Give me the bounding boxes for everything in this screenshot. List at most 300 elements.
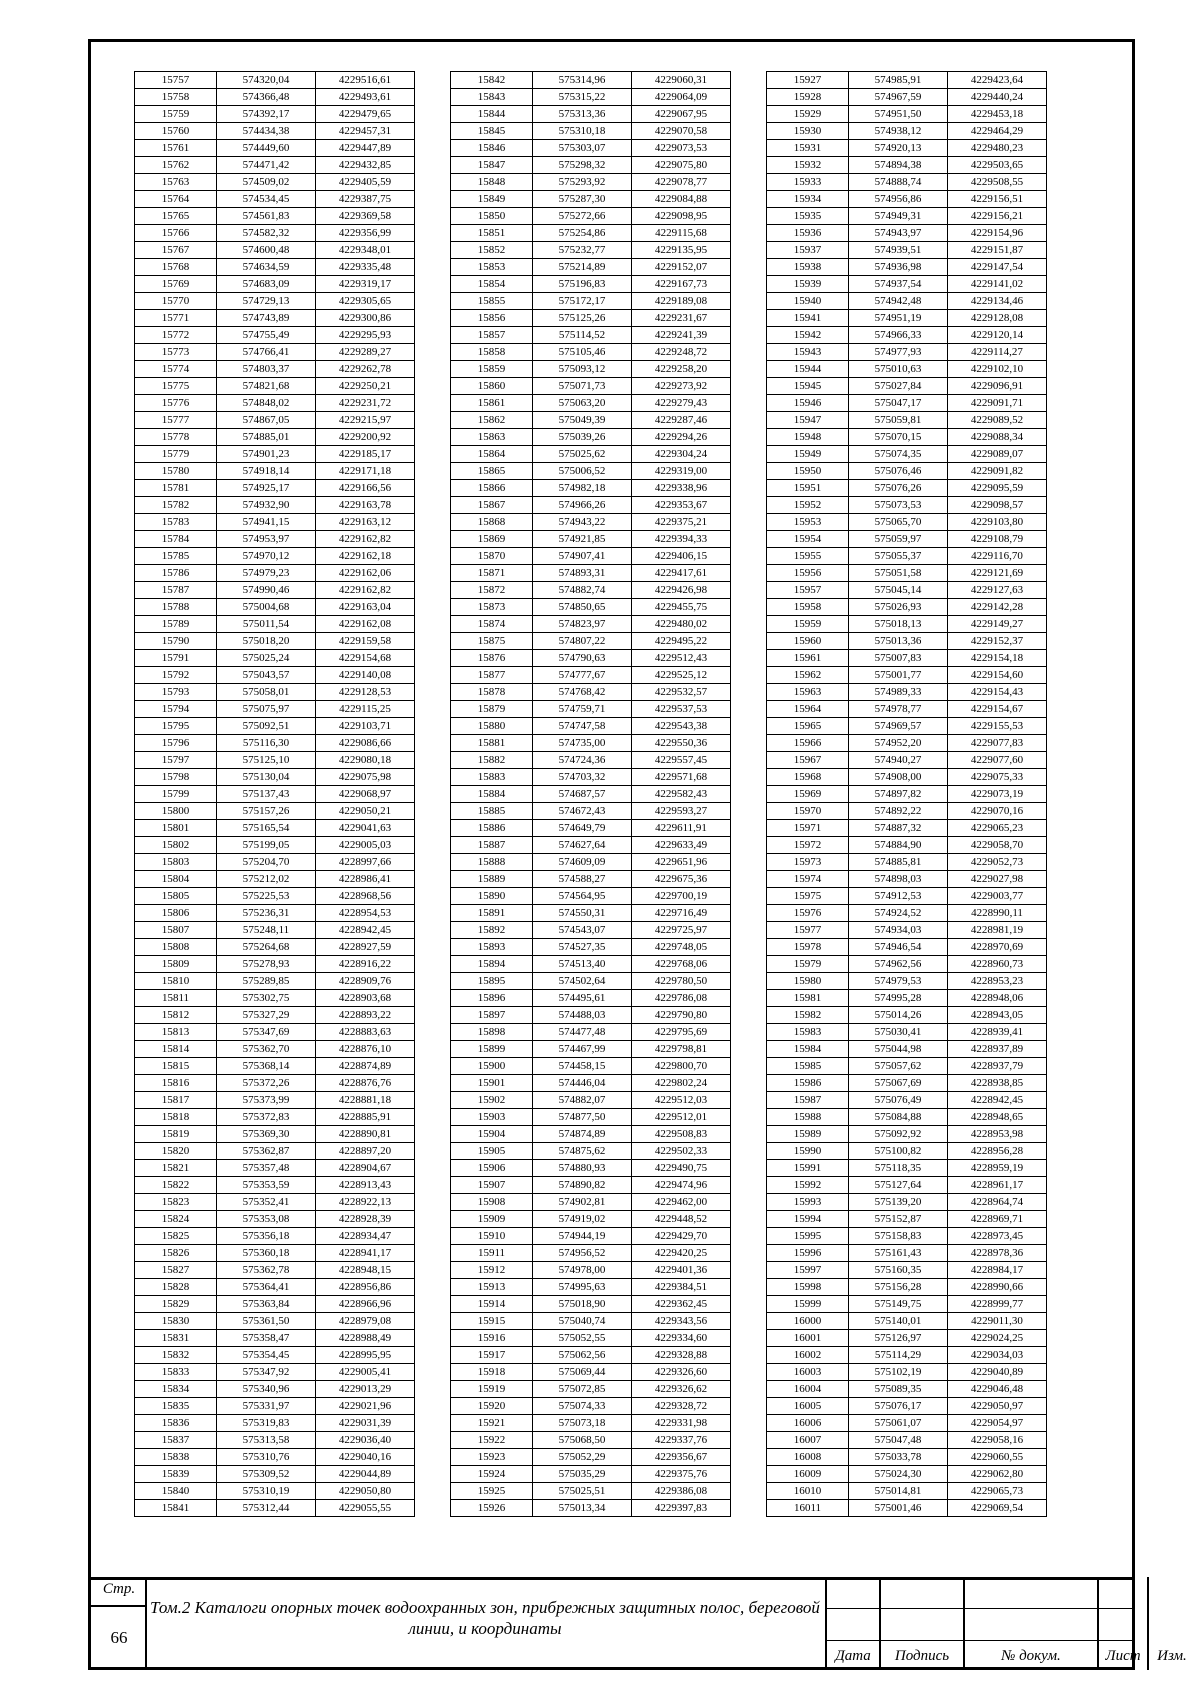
y-coordinate-cell: 4228997,66 [316, 854, 415, 871]
x-coordinate-cell: 574918,14 [217, 463, 316, 480]
x-coordinate-cell: 575001,46 [849, 1500, 948, 1517]
y-coordinate-cell: 4229046,48 [948, 1381, 1047, 1398]
y-coordinate-cell: 4229611,91 [632, 820, 731, 837]
point-number-cell: 15930 [767, 123, 849, 140]
y-coordinate-cell: 4229397,83 [632, 1500, 731, 1517]
point-number-cell: 15940 [767, 293, 849, 310]
table-row [767, 718, 1047, 735]
table-row [767, 89, 1047, 106]
table-row [451, 174, 731, 191]
point-number-cell: 15966 [767, 735, 849, 752]
point-number-cell: 15839 [135, 1466, 217, 1483]
table-row [767, 650, 1047, 667]
table-row [767, 1058, 1047, 1075]
y-coordinate-cell: 4228942,45 [316, 922, 415, 939]
point-number-cell: 15933 [767, 174, 849, 191]
table-row [451, 565, 731, 582]
x-coordinate-cell: 575315,22 [533, 89, 632, 106]
table-row [767, 1024, 1047, 1041]
table-row [135, 871, 415, 888]
table-row [767, 769, 1047, 786]
point-number-cell: 15876 [451, 650, 533, 667]
y-coordinate-cell: 4229162,82 [316, 531, 415, 548]
y-coordinate-cell: 4229065,73 [948, 1483, 1047, 1500]
x-coordinate-cell: 575018,13 [849, 616, 948, 633]
x-coordinate-cell: 575340,96 [217, 1381, 316, 1398]
table-row [135, 1296, 415, 1313]
table-row [135, 565, 415, 582]
x-coordinate-cell: 574901,23 [217, 446, 316, 463]
page-cell-divider [88, 1605, 146, 1607]
point-number-cell: 15819 [135, 1126, 217, 1143]
table-row [451, 429, 731, 446]
point-number-cell: 15836 [135, 1415, 217, 1432]
point-number-cell: 15890 [451, 888, 533, 905]
point-number-cell: 15889 [451, 871, 533, 888]
point-number-cell: 15828 [135, 1279, 217, 1296]
x-coordinate-cell: 575314,96 [533, 72, 632, 89]
y-coordinate-cell: 4229075,80 [632, 157, 731, 174]
y-coordinate-cell: 4229800,70 [632, 1058, 731, 1075]
table-row [767, 871, 1047, 888]
point-number-cell: 15847 [451, 157, 533, 174]
table-row [451, 480, 731, 497]
x-coordinate-cell: 575362,87 [217, 1143, 316, 1160]
y-coordinate-cell: 4229155,53 [948, 718, 1047, 735]
point-number-cell: 15880 [451, 718, 533, 735]
x-coordinate-cell: 575076,17 [849, 1398, 948, 1415]
y-coordinate-cell: 4229490,75 [632, 1160, 731, 1177]
x-coordinate-cell: 575347,92 [217, 1364, 316, 1381]
x-coordinate-cell: 574884,90 [849, 837, 948, 854]
table-row [451, 650, 731, 667]
point-number-cell: 15840 [135, 1483, 217, 1500]
x-coordinate-cell: 575102,19 [849, 1364, 948, 1381]
point-number-cell: 15783 [135, 514, 217, 531]
y-coordinate-cell: 4228953,23 [948, 973, 1047, 990]
table-row [135, 174, 415, 191]
table-row [135, 803, 415, 820]
y-coordinate-cell: 4228913,43 [316, 1177, 415, 1194]
table-row [451, 1500, 731, 1517]
point-number-cell: 15945 [767, 378, 849, 395]
table-row [451, 667, 731, 684]
point-number-cell: 15950 [767, 463, 849, 480]
table-row [451, 1109, 731, 1126]
point-number-cell: 15929 [767, 106, 849, 123]
y-coordinate-cell: 4229337,76 [632, 1432, 731, 1449]
x-coordinate-cell: 575327,29 [217, 1007, 316, 1024]
point-number-cell: 15877 [451, 667, 533, 684]
table-row [135, 327, 415, 344]
y-coordinate-cell: 4229077,83 [948, 735, 1047, 752]
table-row [451, 718, 731, 735]
y-coordinate-cell: 4229024,25 [948, 1330, 1047, 1347]
point-number-cell: 15891 [451, 905, 533, 922]
y-coordinate-cell: 4229115,25 [316, 701, 415, 718]
x-coordinate-cell: 574687,57 [533, 786, 632, 803]
y-coordinate-cell: 4229075,98 [316, 769, 415, 786]
x-coordinate-cell: 575353,08 [217, 1211, 316, 1228]
y-coordinate-cell: 4229362,45 [632, 1296, 731, 1313]
y-coordinate-cell: 4229091,82 [948, 463, 1047, 480]
y-coordinate-cell: 4229040,16 [316, 1449, 415, 1466]
point-number-cell: 15908 [451, 1194, 533, 1211]
x-coordinate-cell: 575125,26 [533, 310, 632, 327]
table-row [767, 1160, 1047, 1177]
y-coordinate-cell: 4229027,98 [948, 871, 1047, 888]
point-number-cell: 15997 [767, 1262, 849, 1279]
x-coordinate-cell: 574888,74 [849, 174, 948, 191]
table-row [451, 1245, 731, 1262]
table-row [451, 1211, 731, 1228]
y-coordinate-cell: 4229086,66 [316, 735, 415, 752]
table-row [451, 1024, 731, 1041]
point-number-cell: 15999 [767, 1296, 849, 1313]
table-row [135, 259, 415, 276]
x-coordinate-cell: 575289,85 [217, 973, 316, 990]
x-coordinate-cell: 575044,98 [849, 1041, 948, 1058]
point-number-cell: 15965 [767, 718, 849, 735]
y-coordinate-cell: 4229464,29 [948, 123, 1047, 140]
table-row [135, 446, 415, 463]
x-coordinate-cell: 575361,50 [217, 1313, 316, 1330]
x-coordinate-cell: 574953,97 [217, 531, 316, 548]
y-coordinate-cell: 4229034,03 [948, 1347, 1047, 1364]
y-coordinate-cell: 4229748,05 [632, 939, 731, 956]
point-number-cell: 15866 [451, 480, 533, 497]
x-coordinate-cell: 574977,93 [849, 344, 948, 361]
y-coordinate-cell: 4229120,14 [948, 327, 1047, 344]
table-row [135, 378, 415, 395]
point-number-cell: 15833 [135, 1364, 217, 1381]
y-coordinate-cell: 4229417,61 [632, 565, 731, 582]
table-row [451, 1143, 731, 1160]
y-coordinate-cell: 4229152,37 [948, 633, 1047, 650]
table-row [451, 1092, 731, 1109]
table-row [135, 1228, 415, 1245]
x-coordinate-cell: 574600,48 [217, 242, 316, 259]
y-coordinate-cell: 4229353,67 [632, 497, 731, 514]
table-row [767, 1245, 1047, 1262]
point-number-cell: 15858 [451, 344, 533, 361]
point-number-cell: 15974 [767, 871, 849, 888]
x-coordinate-cell: 574803,37 [217, 361, 316, 378]
y-coordinate-cell: 4229077,60 [948, 752, 1047, 769]
point-number-cell: 16000 [767, 1313, 849, 1330]
point-number-cell: 15910 [451, 1228, 533, 1245]
table-row [767, 531, 1047, 548]
y-coordinate-cell: 4229305,65 [316, 293, 415, 310]
y-coordinate-cell: 4229319,17 [316, 276, 415, 293]
table-row [135, 1500, 415, 1517]
point-number-cell: 16010 [767, 1483, 849, 1500]
point-number-cell: 15784 [135, 531, 217, 548]
x-coordinate-cell: 574949,31 [849, 208, 948, 225]
table-row [451, 1194, 731, 1211]
point-number-cell: 15947 [767, 412, 849, 429]
point-number-cell: 16011 [767, 1500, 849, 1517]
table-row [451, 1058, 731, 1075]
point-number-cell: 15859 [451, 361, 533, 378]
point-number-cell: 15967 [767, 752, 849, 769]
y-coordinate-cell: 4228948,15 [316, 1262, 415, 1279]
y-coordinate-cell: 4229768,06 [632, 956, 731, 973]
table-row [135, 497, 415, 514]
x-coordinate-cell: 575013,36 [849, 633, 948, 650]
x-coordinate-cell: 575225,53 [217, 888, 316, 905]
table-row [767, 1466, 1047, 1483]
x-coordinate-cell: 575372,83 [217, 1109, 316, 1126]
x-coordinate-cell: 575051,58 [849, 565, 948, 582]
y-coordinate-cell: 4229050,21 [316, 803, 415, 820]
y-coordinate-cell: 4229021,96 [316, 1398, 415, 1415]
point-number-cell: 15943 [767, 344, 849, 361]
table-row [767, 276, 1047, 293]
x-coordinate-cell: 575072,85 [533, 1381, 632, 1398]
x-coordinate-cell: 575116,30 [217, 735, 316, 752]
x-coordinate-cell: 575105,46 [533, 344, 632, 361]
y-coordinate-cell: 4229050,80 [316, 1483, 415, 1500]
y-coordinate-cell: 4229786,08 [632, 990, 731, 1007]
title-block-divider [145, 1577, 147, 1670]
x-coordinate-cell: 574850,65 [533, 599, 632, 616]
x-coordinate-cell: 575114,52 [533, 327, 632, 344]
x-coordinate-cell: 574743,89 [217, 310, 316, 327]
x-coordinate-cell: 574970,12 [217, 548, 316, 565]
table-row [451, 990, 731, 1007]
y-coordinate-cell: 4229163,78 [316, 497, 415, 514]
x-coordinate-cell: 575369,30 [217, 1126, 316, 1143]
table-row [767, 1381, 1047, 1398]
x-coordinate-cell: 575025,51 [533, 1483, 632, 1500]
x-coordinate-cell: 575287,30 [533, 191, 632, 208]
y-coordinate-cell: 4229115,68 [632, 225, 731, 242]
y-coordinate-cell: 4229154,43 [948, 684, 1047, 701]
x-coordinate-cell: 574458,15 [533, 1058, 632, 1075]
y-coordinate-cell: 4229319,00 [632, 463, 731, 480]
table-row [135, 752, 415, 769]
table-row [135, 1432, 415, 1449]
y-coordinate-cell: 4229162,18 [316, 548, 415, 565]
x-coordinate-cell: 575303,07 [533, 140, 632, 157]
table-row [135, 72, 415, 89]
x-coordinate-cell: 574582,32 [217, 225, 316, 242]
point-number-cell: 15805 [135, 888, 217, 905]
point-number-cell: 15801 [135, 820, 217, 837]
y-coordinate-cell: 4229167,73 [632, 276, 731, 293]
y-coordinate-cell: 4229426,98 [632, 582, 731, 599]
x-coordinate-cell: 574952,20 [849, 735, 948, 752]
table-row [135, 429, 415, 446]
table-row [451, 1466, 731, 1483]
x-coordinate-cell: 574892,22 [849, 803, 948, 820]
y-coordinate-cell: 4229394,33 [632, 531, 731, 548]
x-coordinate-cell: 574934,03 [849, 922, 948, 939]
point-number-cell: 15865 [451, 463, 533, 480]
point-number-cell: 15968 [767, 769, 849, 786]
table-row [135, 412, 415, 429]
point-number-cell: 15803 [135, 854, 217, 871]
y-coordinate-cell: 4229326,60 [632, 1364, 731, 1381]
y-coordinate-cell: 4229073,19 [948, 786, 1047, 803]
y-coordinate-cell: 4229802,24 [632, 1075, 731, 1092]
table-row [451, 820, 731, 837]
point-number-cell: 15899 [451, 1041, 533, 1058]
coordinates-table-3 [766, 71, 1047, 1517]
x-coordinate-cell: 575074,35 [849, 446, 948, 463]
point-number-cell: 15924 [451, 1466, 533, 1483]
point-number-cell: 15917 [451, 1347, 533, 1364]
point-number-cell: 16001 [767, 1330, 849, 1347]
x-coordinate-cell: 575061,07 [849, 1415, 948, 1432]
point-number-cell: 15885 [451, 803, 533, 820]
y-coordinate-cell: 4228995,95 [316, 1347, 415, 1364]
table-row [135, 276, 415, 293]
point-number-cell: 15864 [451, 446, 533, 463]
y-coordinate-cell: 4228966,96 [316, 1296, 415, 1313]
x-coordinate-cell: 575354,45 [217, 1347, 316, 1364]
table-row [451, 1126, 731, 1143]
table-row [767, 1177, 1047, 1194]
table-row [767, 837, 1047, 854]
point-number-cell: 15853 [451, 259, 533, 276]
point-number-cell: 15806 [135, 905, 217, 922]
point-number-cell: 15867 [451, 497, 533, 514]
y-coordinate-cell: 4229503,65 [948, 157, 1047, 174]
table-row [451, 1381, 731, 1398]
y-coordinate-cell: 4229462,00 [632, 1194, 731, 1211]
table-row [451, 378, 731, 395]
x-coordinate-cell: 575073,18 [533, 1415, 632, 1432]
y-coordinate-cell: 4229005,41 [316, 1364, 415, 1381]
y-coordinate-cell: 4229013,29 [316, 1381, 415, 1398]
y-coordinate-cell: 4228885,91 [316, 1109, 415, 1126]
x-coordinate-cell: 574982,18 [533, 480, 632, 497]
y-coordinate-cell: 4229162,08 [316, 616, 415, 633]
point-number-cell: 15941 [767, 310, 849, 327]
point-number-cell: 15923 [451, 1449, 533, 1466]
y-coordinate-cell: 4229525,12 [632, 667, 731, 684]
point-number-cell: 15932 [767, 157, 849, 174]
point-number-cell: 15800 [135, 803, 217, 820]
point-number-cell: 15781 [135, 480, 217, 497]
x-coordinate-cell: 574534,45 [217, 191, 316, 208]
x-coordinate-cell: 575114,29 [849, 1347, 948, 1364]
table-row [451, 735, 731, 752]
y-coordinate-cell: 4229516,61 [316, 72, 415, 89]
point-number-cell: 15893 [451, 939, 533, 956]
table-row [135, 191, 415, 208]
point-number-cell: 15844 [451, 106, 533, 123]
table-row [767, 565, 1047, 582]
table-row [767, 514, 1047, 531]
x-coordinate-cell: 575059,81 [849, 412, 948, 429]
point-number-cell: 15907 [451, 1177, 533, 1194]
table-row [767, 956, 1047, 973]
y-coordinate-cell: 4229151,87 [948, 242, 1047, 259]
table-row [767, 259, 1047, 276]
table-row [767, 735, 1047, 752]
y-coordinate-cell: 4229543,38 [632, 718, 731, 735]
x-coordinate-cell: 574509,02 [217, 174, 316, 191]
x-coordinate-cell: 574943,97 [849, 225, 948, 242]
y-coordinate-cell: 4229070,58 [632, 123, 731, 140]
point-number-cell: 15845 [451, 123, 533, 140]
x-coordinate-cell: 574848,02 [217, 395, 316, 412]
x-coordinate-cell: 575363,84 [217, 1296, 316, 1313]
table-row [767, 1262, 1047, 1279]
table-row [451, 1041, 731, 1058]
y-coordinate-cell: 4229149,27 [948, 616, 1047, 633]
y-coordinate-cell: 4229171,18 [316, 463, 415, 480]
y-coordinate-cell: 4229159,58 [316, 633, 415, 650]
x-coordinate-cell: 575001,77 [849, 667, 948, 684]
y-coordinate-cell: 4229241,39 [632, 327, 731, 344]
y-coordinate-cell: 4229091,71 [948, 395, 1047, 412]
point-number-cell: 15761 [135, 140, 217, 157]
table-row [767, 310, 1047, 327]
y-coordinate-cell: 4229215,97 [316, 412, 415, 429]
x-coordinate-cell: 575140,01 [849, 1313, 948, 1330]
y-coordinate-cell: 4229304,24 [632, 446, 731, 463]
table-row [451, 497, 731, 514]
x-coordinate-cell: 575076,49 [849, 1092, 948, 1109]
x-coordinate-cell: 574925,17 [217, 480, 316, 497]
x-coordinate-cell: 575310,18 [533, 123, 632, 140]
y-coordinate-cell: 4229335,48 [316, 259, 415, 276]
y-coordinate-cell: 4228927,59 [316, 939, 415, 956]
point-number-cell: 15998 [767, 1279, 849, 1296]
point-number-cell: 15797 [135, 752, 217, 769]
y-coordinate-cell: 4229582,43 [632, 786, 731, 803]
y-coordinate-cell: 4229154,96 [948, 225, 1047, 242]
y-coordinate-cell: 4229532,57 [632, 684, 731, 701]
x-coordinate-cell: 575040,74 [533, 1313, 632, 1330]
x-coordinate-cell: 574392,17 [217, 106, 316, 123]
x-coordinate-cell: 574902,81 [533, 1194, 632, 1211]
x-coordinate-cell: 575373,99 [217, 1092, 316, 1109]
table-row [135, 106, 415, 123]
y-coordinate-cell: 4229062,80 [948, 1466, 1047, 1483]
table-row [767, 1143, 1047, 1160]
table-row [767, 174, 1047, 191]
y-coordinate-cell: 4228959,19 [948, 1160, 1047, 1177]
x-coordinate-cell: 575254,86 [533, 225, 632, 242]
x-coordinate-cell: 575356,18 [217, 1228, 316, 1245]
table-row [135, 89, 415, 106]
point-number-cell: 15973 [767, 854, 849, 871]
x-coordinate-cell: 575293,92 [533, 174, 632, 191]
table-row [767, 1347, 1047, 1364]
table-row [767, 616, 1047, 633]
y-coordinate-cell: 4229231,72 [316, 395, 415, 412]
y-coordinate-cell: 4229474,96 [632, 1177, 731, 1194]
table-row [135, 1143, 415, 1160]
table-row [135, 1092, 415, 1109]
x-coordinate-cell: 575076,26 [849, 480, 948, 497]
x-coordinate-cell: 575264,68 [217, 939, 316, 956]
point-number-cell: 15773 [135, 344, 217, 361]
point-number-cell: 15823 [135, 1194, 217, 1211]
table-row [451, 225, 731, 242]
point-number-cell: 15897 [451, 1007, 533, 1024]
table-row [767, 191, 1047, 208]
x-coordinate-cell: 575372,26 [217, 1075, 316, 1092]
table-row [767, 395, 1047, 412]
x-coordinate-cell: 574940,27 [849, 752, 948, 769]
point-number-cell: 15963 [767, 684, 849, 701]
